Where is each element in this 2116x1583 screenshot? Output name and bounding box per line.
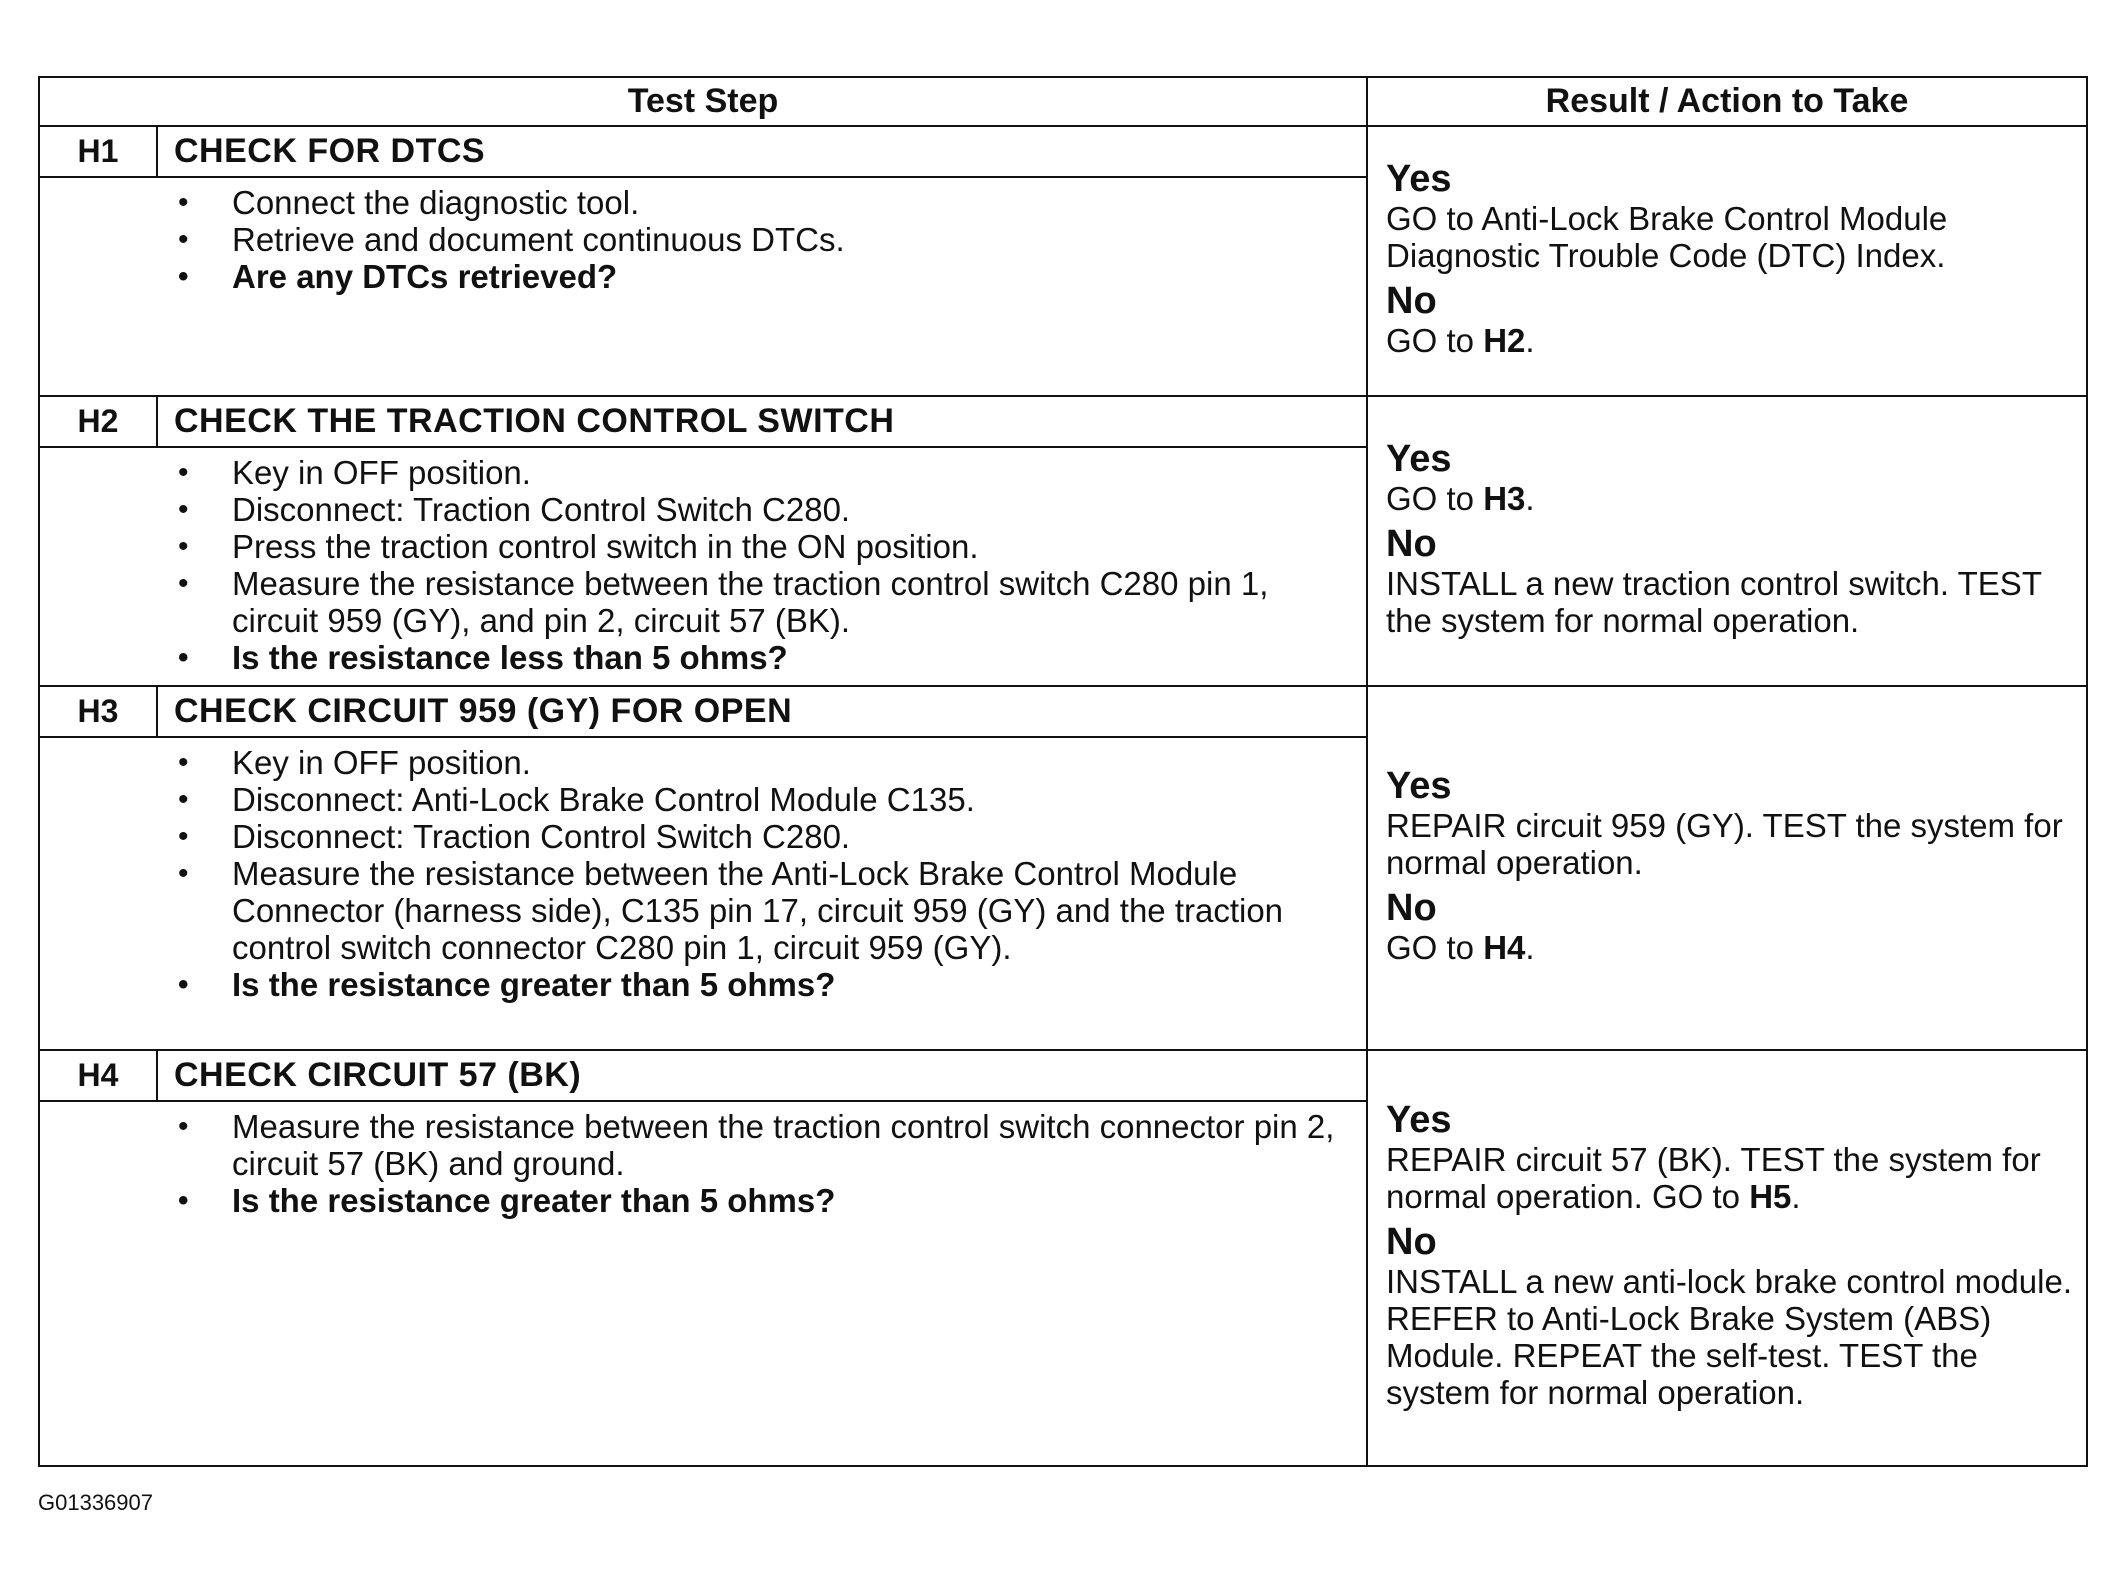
result-action-heading: Result / Action to Take [1545,82,1909,120]
result-action-text [1386,480,2076,517]
step-title-row [40,397,1366,448]
step-question: • Are any DTCs retrieved? [40,258,1346,295]
result-label-no: No [1386,886,1437,929]
instruction-item: • Connect the diagnostic tool. [40,184,1346,221]
instruction-list [40,184,1346,295]
step-title-row [40,1051,1366,1102]
instruction-item: • Retrieve and document continuous DTCs. [40,221,1346,258]
result-action-cell [1368,397,2086,685]
step-reference: H5 [1749,1178,1792,1215]
result-label-yes: Yes [1386,1099,1452,1141]
result-action-text [1386,565,2076,639]
action-text: INSTALL a new anti-lock brake control module. REFER to Anti-Lock Brake System (ABS) Module. REPEAT the self-test. TEST the system for normal operation. [1386,1263,2072,1411]
result-action-text [1386,322,2076,359]
action-text-end: . [1791,1178,1801,1215]
step-instructions [40,1102,1366,1465]
step-id: H1 [40,127,158,176]
test-step-h3 [40,687,2086,1051]
test-step-cell [40,1051,1368,1465]
action-text-end: . [1525,321,1535,359]
step-reference: H4 [1483,928,1526,966]
instruction-item: • Disconnect: Traction Control Switch C280. [40,491,1346,528]
instruction-list [40,744,1346,1003]
result-action-text [1386,1263,2076,1411]
result-label-no: No [1386,522,1437,565]
action-text: REPAIR circuit 959 (GY). TEST the system for normal operation. [1386,806,2063,881]
result-action-cell [1368,127,2086,395]
result-action-text [1386,1141,2076,1215]
action-text-end: . [1525,928,1535,966]
step-question: • Is the resistance less than 5 ohms? [40,639,1346,676]
instruction-item: • Disconnect: Traction Control Switch C280. [40,818,1346,855]
result-action-text [1386,929,2076,966]
instruction-item: • Measure the resistance between the Anti-Lock Brake Control Module Connector (harness side), C135 pin 17, circuit 959 (GY) and the traction control switch connector C280 pin 1, circuit 959 (GY). [40,855,1346,966]
step-instructions [40,448,1366,685]
test-step-cell [40,687,1368,1049]
instruction-item: • Disconnect: Anti-Lock Brake Control Module C135. [40,781,1346,818]
step-reference: H2 [1483,321,1526,359]
result-action-text [1386,807,2076,881]
instruction-item: • Measure the resistance between the traction control switch connector pin 2, circuit 57 (BK) and ground. [40,1108,1346,1182]
instruction-item: • Press the traction control switch in the ON position. [40,528,1346,565]
test-step-heading: Test Step [40,78,1368,125]
instruction-item: • Key in OFF position. [40,454,1346,491]
step-title: CHECK CIRCUIT 959 (GY) FOR OPEN [174,692,793,730]
step-instructions [40,738,1366,1049]
test-step-h4 [40,1051,2086,1465]
result-label-yes: Yes [1386,437,1452,480]
step-instructions [40,178,1366,395]
step-title: CHECK CIRCUIT 57 (BK) [174,1056,582,1094]
step-title-row [40,687,1366,738]
instruction-item: • Key in OFF position. [40,744,1346,781]
figure-id: G01336907 [38,1490,153,1515]
step-question: • Is the resistance greater than 5 ohms? [40,966,1346,1003]
action-text: INSTALL a new traction control switch. TEST the system for normal operation. [1386,564,2042,639]
result-action-cell [1368,687,2086,1049]
result-label-no: No [1386,279,1437,322]
test-step-h2 [40,397,2086,687]
result-label-yes: Yes [1386,764,1452,807]
test-step-h1 [40,127,2086,397]
result-action-text [1386,200,2076,274]
action-text: GO to [1386,928,1484,966]
step-id: H2 [40,397,158,446]
action-text-end: . [1525,479,1535,517]
step-id: H4 [40,1051,158,1100]
result-action-cell [1368,1051,2086,1465]
result-label-no: No [1386,1221,1437,1263]
result-label-yes: Yes [1386,157,1452,200]
step-id: H3 [40,687,158,736]
instruction-list [40,1108,1346,1219]
step-title-row [40,127,1366,178]
table-header [40,78,2086,127]
instruction-list [40,454,1346,676]
action-text: REPAIR circuit 57 (BK). TEST the system for normal operation. GO to [1386,1141,2041,1215]
step-title: CHECK FOR DTCS [174,132,486,170]
test-step-cell [40,397,1368,685]
step-reference: H3 [1483,479,1526,517]
instruction-item: • Measure the resistance between the traction control switch C280 pin 1, circuit 959 (GY), and pin 2, circuit 57 (BK). [40,565,1346,639]
diagnostic-test-table [38,76,2088,1467]
action-text: GO to [1386,479,1484,517]
action-text: GO to [1386,321,1484,359]
test-steps [40,127,2086,1465]
step-question: • Is the resistance greater than 5 ohms? [40,1182,1346,1219]
step-title: CHECK THE TRACTION CONTROL SWITCH [174,402,895,440]
test-step-cell [40,127,1368,395]
action-text: GO to Anti-Lock Brake Control Module Diagnostic Trouble Code (DTC) Index. [1386,199,1948,274]
